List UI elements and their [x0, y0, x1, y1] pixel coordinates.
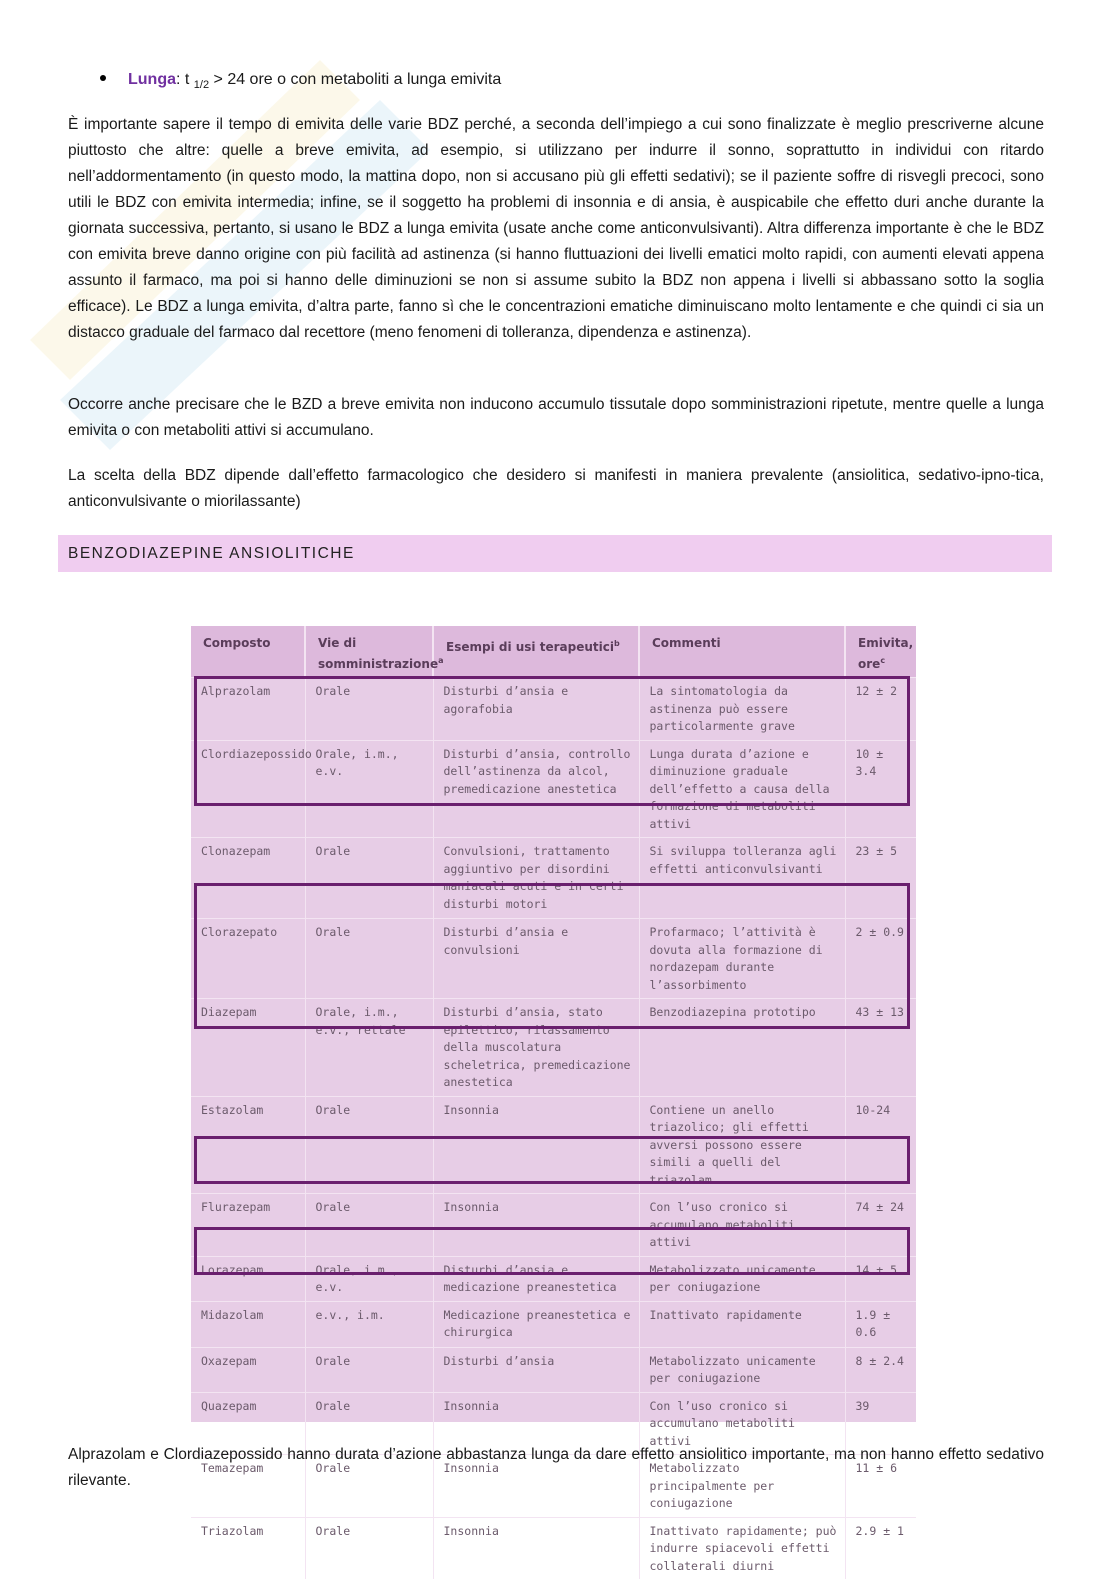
cell-usi: Disturbi d’ansia [433, 1347, 639, 1392]
cell-vie: Orale [305, 1347, 433, 1392]
header-composto: Composto [191, 626, 305, 678]
cell-composto: Oxazepam [191, 1347, 305, 1392]
cell-commenti: Inattivato rapidamente; può indurre spiacevoli effetti collaterali diurni [639, 1517, 845, 1579]
table-row [191, 1096, 916, 1194]
cell-composto: Midazolam [191, 1301, 305, 1347]
cell-vie: Orale, i.m., e.v., rettale [305, 999, 433, 1097]
bullet-text-suffix: > 24 ore o con metaboliti a lunga emivita [209, 71, 502, 88]
cell-usi: Disturbi d’ansia e medicazione preanestetica [433, 1256, 639, 1301]
cell-vie: Orale [305, 1517, 433, 1579]
cell-vie: Orale [305, 919, 433, 999]
cell-emivita: 10-24 [845, 1096, 916, 1194]
header-usi: Esempi di usi terapeutici$^b$ [433, 626, 639, 678]
header-commenti: Commenti [639, 626, 845, 678]
cell-vie: Orale [305, 1194, 433, 1257]
bullet-text-prefix: : t [176, 71, 194, 88]
table-row [191, 1347, 916, 1392]
cell-composto: Clordiazepossido [191, 740, 305, 838]
cell-emivita: 23 ± 5 [845, 838, 916, 919]
cell-vie: Orale [305, 1096, 433, 1194]
cell-composto: Lorazepam [191, 1256, 305, 1301]
cell-commenti: Metabolizzato principalmente per coniugazione [639, 1455, 845, 1518]
table-row [191, 1301, 916, 1347]
paragraph-conclusione: Alprazolam e Clordiazepossido hanno durata d’azione abbastanza lunga da dare effetto ansiolitico importante, ma non hanno effetto sedativo rilevante. [68, 1446, 1044, 1489]
cell-vie: Orale, i.m., e.v. [305, 1256, 433, 1301]
bullet-term: Lunga [128, 71, 176, 88]
table-row [191, 1256, 916, 1301]
cell-vie: Orale [305, 1455, 433, 1518]
cell-commenti: Lunga durata d’azione e diminuzione graduale dell’effetto a causa della formazione di metaboliti attivi [639, 740, 845, 838]
paragraph-emivita: È importante sapere il tempo di emivita delle varie BDZ perché, a seconda dell’impiego a cui sono finalizzate è meglio prescriverne alcune piuttosto che altre: quelle a breve emivita, ad esempio, si utilizzano per indurre il sonno, soprattutto in individui con ritardo nell’addormentamento (in questo modo, la mattina dopo, non si accusano più gli effetti sedativi); se il paziente soffre di risvegli precoci, sono utili le BDZ con emivita intermedia; infine, se il soggetto ha problemi di insonnia e di ansia, è auspicabile che effetto duri anche durante la giornata successiva, pertanto, si usano le BDZ a lunga emivita (usate anche come anticonvulsivanti). Altra differenza importante è che le BDZ con emivita breve danno origine con più facilità ad astinenza (si hanno fluttuazioni dei livelli ematici molto rapidi, con aumenti elevati appena assunto il farmaco, ma poi si hanno delle diminuzioni se non si assume subito la BDZ non appena i livelli si abbassano sotto la soglia efficace). Le BDZ a lunga emivita, d’altra parte, fanno sì che le concentrazioni ematiche diminuiscano molto lentamente e che quindi ci sia un distacco graduale del farmaco dal recettore (meno fenomeni di tolleranza, dipendenza e astinenza). [68, 116, 1044, 341]
table-row [191, 1517, 916, 1579]
cell-composto: Temazepam [191, 1455, 305, 1518]
cell-composto: Diazepam [191, 999, 305, 1097]
cell-usi: Insonnia [433, 1096, 639, 1194]
cell-usi: Disturbi d’ansia, controllo dell’astinenza da alcol, premedicazione anestetica [433, 740, 639, 838]
cell-composto: Clonazepam [191, 838, 305, 919]
cell-commenti: Inattivato rapidamente [639, 1301, 845, 1347]
cell-emivita: 2 ± 0.9 [845, 919, 916, 999]
cell-emivita: 43 ± 13 [845, 999, 916, 1097]
table-row [191, 678, 916, 741]
cell-usi: Insonnia [433, 1392, 639, 1455]
cell-usi: Disturbi d’ansia, stato epilettico, rilassamento della muscolatura scheletrica, premedicazione anestetica [433, 999, 639, 1097]
cell-emivita: 8 ± 2.4 [845, 1347, 916, 1392]
cell-emivita: 11 ± 6 [845, 1455, 916, 1518]
table-row [191, 999, 916, 1097]
cell-commenti: Benzodiazepina prototipo [639, 999, 845, 1097]
cell-commenti: Con l’uso cronico si accumulano metaboliti attivi [639, 1392, 845, 1455]
cell-commenti: La sintomatologia da astinenza può essere particolarmente grave [639, 678, 845, 741]
bullet-dot-icon [100, 75, 106, 81]
cell-commenti: Contiene un anello triazolico; gli effetti avversi possono essere simili a quelli del triazolam [639, 1096, 845, 1194]
table-row [191, 838, 916, 919]
cell-usi: Insonnia [433, 1517, 639, 1579]
cell-commenti: Si sviluppa tolleranza agli effetti anticonvulsivanti [639, 838, 845, 919]
cell-emivita: 39 [845, 1392, 916, 1455]
header-emivita: Emivita, ore$^c$ [845, 626, 916, 678]
cell-composto: Triazolam [191, 1517, 305, 1579]
cell-vie: Orale [305, 838, 433, 919]
cell-composto: Flurazepam [191, 1194, 305, 1257]
cell-vie: Orale [305, 678, 433, 741]
cell-emivita: 12 ± 2 [845, 678, 916, 741]
cell-commenti: Con l’uso cronico si accumulano metaboliti attivi [639, 1194, 845, 1257]
cell-usi: Insonnia [433, 1455, 639, 1518]
cell-vie: Orale, i.m., e.v. [305, 740, 433, 838]
cell-emivita: 74 ± 24 [845, 1194, 916, 1257]
paragraph-accumulo: Occorre anche precisare che le BZD a breve emivita non inducono accumulo tissutale dopo somministrazioni ripetute, mentre quelle a lunga emivita o con metaboliti attivi si accumulano. [68, 396, 1044, 439]
cell-composto: Clorazepato [191, 919, 305, 999]
header-vie: Vie di somministrazione$^a$ [305, 626, 433, 678]
cell-commenti: Profarmaco; l’attività è dovuta alla formazione di nordazepam durante l’assorbimento [639, 919, 845, 999]
table-row [191, 919, 916, 999]
bullet-subscript: 1/2 [193, 79, 210, 92]
cell-emivita: 1.9 ± 0.6 [845, 1301, 916, 1347]
cell-usi: Insonnia [433, 1194, 639, 1257]
cell-composto: Alprazolam [191, 678, 305, 741]
cell-vie: Orale [305, 1392, 433, 1455]
cell-vie: e.v., i.m. [305, 1301, 433, 1347]
cell-emivita: 14 ± 5 [845, 1256, 916, 1301]
paragraph-scelta: La scelta della BDZ dipende dall’effetto farmacologico che desidero si manifesti in maniera prevalente (ansiolitica, sedativo-ipno-tica, anticonvulsivante o miorilassante) [68, 467, 1044, 510]
cell-emivita: 2.9 ± 1 [845, 1517, 916, 1579]
bullet-item-lunga [100, 68, 501, 97]
cell-composto: Estazolam [191, 1096, 305, 1194]
table-header-row [191, 626, 916, 678]
cell-usi: Convulsioni, trattamento aggiuntivo per disordini maniacali acuti e in certi disturbi motori [433, 838, 639, 919]
cell-usi: Medicazione preanestetica e chirurgica [433, 1301, 639, 1347]
cell-usi: Disturbi d’ansia e agorafobia [433, 678, 639, 741]
section-title: BENZODIAZEPINE ANSIOLITICHE [58, 535, 1052, 572]
bdz-table [191, 626, 916, 1579]
cell-commenti: Metabolizzato unicamente per coniugazione [639, 1256, 845, 1301]
cell-emivita: 10 ± 3.4 [845, 740, 916, 838]
cell-commenti: Metabolizzato unicamente per coniugazione [639, 1347, 845, 1392]
table-row [191, 1194, 916, 1257]
cell-usi: Disturbi d’ansia e convulsioni [433, 919, 639, 999]
table-row [191, 740, 916, 838]
cell-composto: Quazepam [191, 1392, 305, 1455]
